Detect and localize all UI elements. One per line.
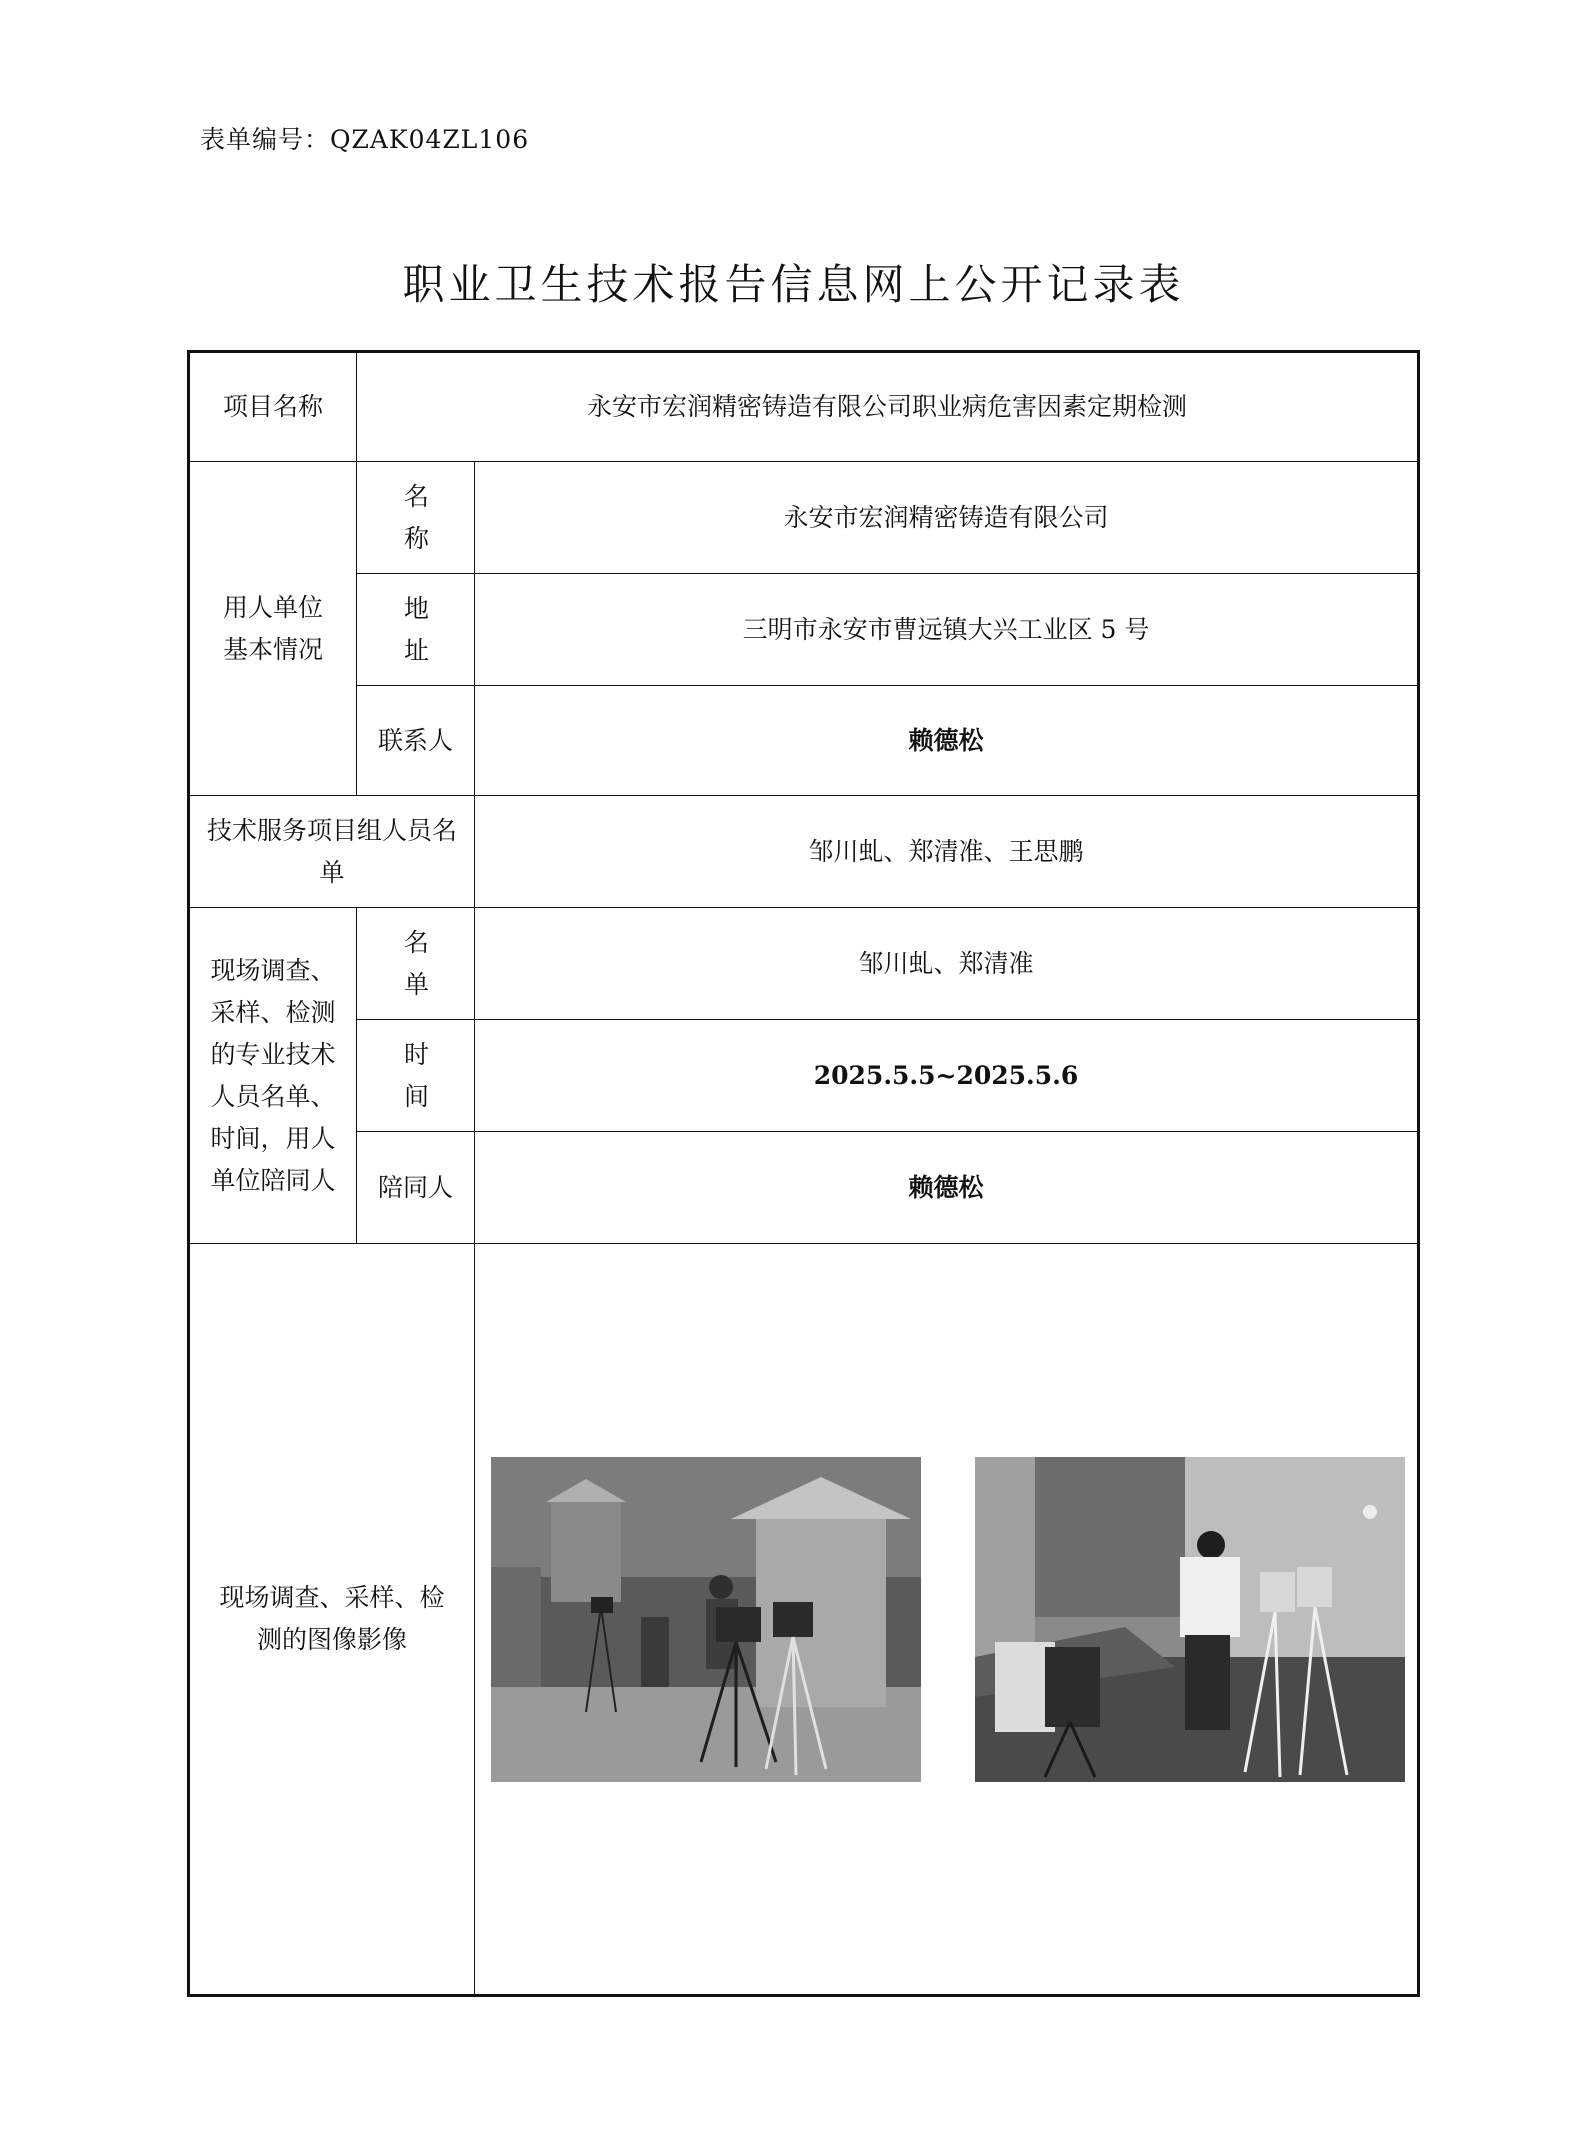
employer-name-value: 永安市宏润精密铸造有限公司 [475, 462, 1419, 574]
images-label: 现场调查、采样、检测的图像影像 [189, 1244, 475, 1996]
employer-group-label: 用人单位基本情况 [189, 462, 357, 796]
images-cell [475, 1244, 1419, 1996]
team-value: 邹川虬、郑清准、王思鹏 [475, 796, 1419, 908]
employer-name-row [189, 462, 1419, 574]
employer-contact-row [189, 686, 1419, 796]
site-photo-2 [975, 1457, 1405, 1782]
survey-escort-row [189, 1132, 1419, 1244]
site-photo-1 [491, 1457, 921, 1782]
survey-time-value: 2025.5.5~2025.5.6 [475, 1020, 1419, 1132]
survey-list-row [189, 908, 1419, 1020]
employer-name-label: 名称 [357, 462, 475, 574]
project-value: 永安市宏润精密铸造有限公司职业病危害因素定期检测 [357, 352, 1419, 462]
team-label: 技术服务项目组人员名单 [189, 796, 475, 908]
photo-strip [475, 1457, 1417, 1782]
employer-contact-value: 赖德松 [475, 686, 1419, 796]
page-title: 职业卫生技术报告信息网上公开记录表 [402, 260, 1185, 309]
project-row [189, 352, 1419, 462]
survey-escort-label: 陪同人 [357, 1132, 475, 1244]
survey-time-row [189, 1020, 1419, 1132]
survey-list-value: 邹川虬、郑清准 [475, 908, 1419, 1020]
employer-contact-label: 联系人 [357, 686, 475, 796]
record-table [187, 350, 1420, 1997]
survey-escort-value: 赖德松 [475, 1132, 1419, 1244]
welding-photo-image [975, 1457, 1405, 1782]
survey-time-label: 时间 [357, 1020, 475, 1132]
foundry-photo-image [491, 1457, 921, 1782]
form-number: 表单编号：QZAK04ZL106 [200, 125, 530, 154]
survey-group-label: 现场调查、采样、检测的专业技术人员名单、时间，用人单位陪同人 [189, 908, 357, 1244]
employer-address-row [189, 574, 1419, 686]
employer-address-label: 地址 [357, 574, 475, 686]
images-row [189, 1244, 1419, 1996]
project-label: 项目名称 [189, 352, 357, 462]
survey-list-label: 名单 [357, 908, 475, 1020]
employer-address-value: 三明市永安市曹远镇大兴工业区 5 号 [475, 574, 1419, 686]
team-row [189, 796, 1419, 908]
